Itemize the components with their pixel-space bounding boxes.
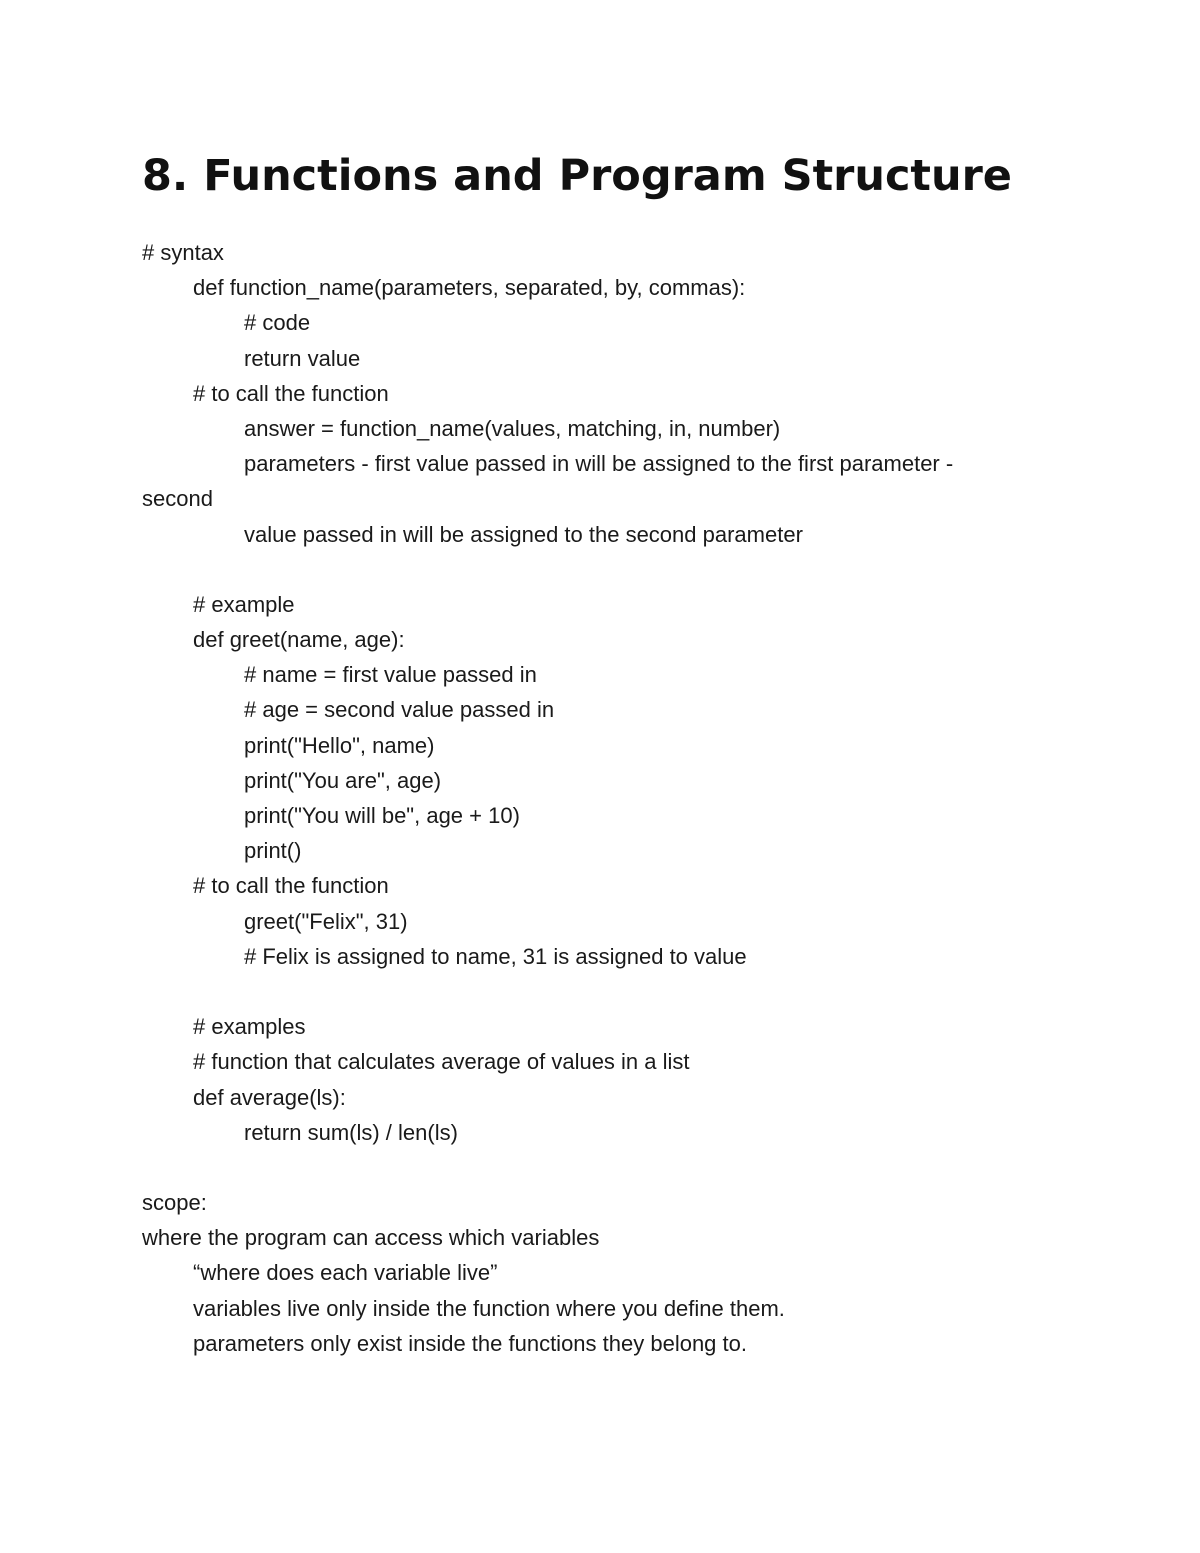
text-line: # age = second value passed in [244,697,555,723]
text-line: answer = function_name(values, matching, in, number) [244,415,781,441]
document-body [142,235,1042,1361]
blank-line [142,552,1042,587]
text-line: # examples [193,1014,306,1040]
text-line: # example [193,591,295,617]
text-line: scope: [142,1190,207,1216]
text-line: print() [244,838,302,864]
text-line: variables live only inside the function where you define them. [193,1295,785,1321]
text-line: # name = first value passed in [244,662,537,688]
text-line: second [142,486,213,512]
text-line: # code [244,310,311,336]
text-line: def average(ls): [193,1084,346,1110]
text-line: return value [244,345,361,371]
text-line: parameters only exist inside the functions they belong to. [193,1330,747,1356]
text-line: return sum(ls) / len(ls) [244,1119,458,1145]
text-line: # Felix is assigned to name, 31 is assigned to value [244,943,747,969]
text-line: greet("Felix", 31) [244,908,408,934]
text-line: value passed in will be assigned to the second parameter [244,521,803,547]
text-line: print("Hello", name) [244,732,435,758]
blank-line [142,1150,1042,1185]
text-line: print("You are", age) [244,767,442,793]
text-line: # function that calculates average of values in a list [193,1049,690,1075]
text-line: “where does each variable live” [193,1260,498,1286]
text-line: where the program can access which variables [142,1225,600,1251]
page-title: 8. Functions and Program Structure [142,151,1012,201]
text-line: parameters - first value passed in will be assigned to the first parameter - [244,451,954,477]
text-line: # syntax [142,240,224,265]
text-line: # to call the function [193,380,389,406]
text-line: # to call the function [193,873,389,899]
blank-line [142,974,1042,1009]
text-line: def function_name(parameters, separated, by, commas): [193,275,746,301]
text-line: print("You will be", age + 10) [244,803,520,828]
text-line: def greet(name, age): [193,627,405,653]
